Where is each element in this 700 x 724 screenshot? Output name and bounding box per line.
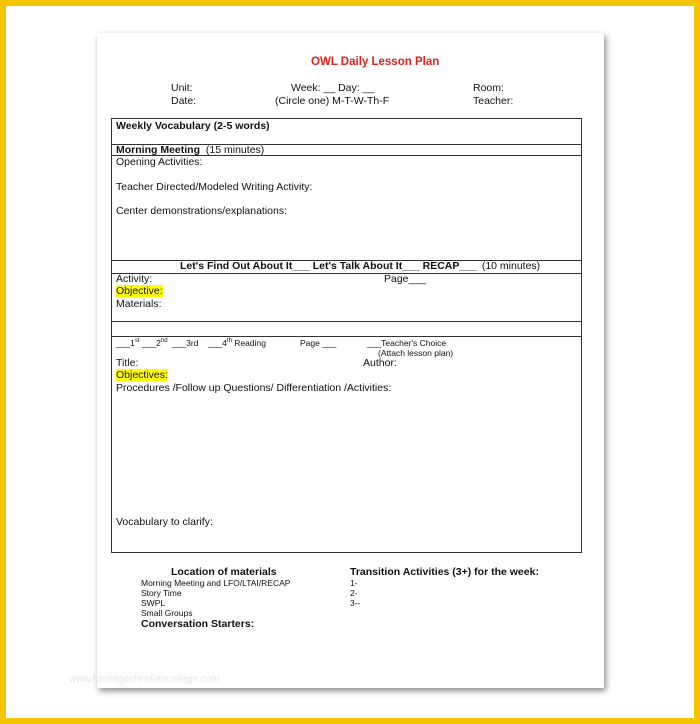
morning-meeting-label: Morning Meeting xyxy=(116,144,200,156)
transition-heading: Transition Activities (3+) for the week: xyxy=(350,566,539,578)
transition-item: 3-- xyxy=(350,598,361,608)
reading-2nd: ___2nd xyxy=(142,338,168,348)
procedures-field: Procedures /Follow up Questions/ Differentiation /Activities: xyxy=(116,382,392,394)
find-out-label: Let's Find Out About It___ Let's Talk About It___ RECAP___ xyxy=(180,260,477,272)
row-divider xyxy=(112,321,581,322)
location-heading: Location of materials xyxy=(171,566,277,578)
reading-1st: ___1st xyxy=(116,338,140,348)
morning-meeting-duration: (15 minutes) xyxy=(205,144,265,156)
opening-activities: Opening Activities: xyxy=(116,156,203,168)
reading-3rd: ___3rd xyxy=(172,338,199,348)
teachers-choice: ___Teacher's Choice xyxy=(367,338,447,348)
lesson-plan-page xyxy=(69,33,604,688)
row-divider xyxy=(112,273,581,274)
transition-item: 1- xyxy=(350,578,358,588)
location-item: Morning Meeting and LFO/LTAI/RECAP xyxy=(141,578,291,588)
find-out-heading xyxy=(180,260,540,272)
vocab-heading: Weekly Vocabulary (2-5 words) xyxy=(116,120,270,132)
objectives-field: Objectives: xyxy=(116,369,168,381)
date-field: Date: xyxy=(171,95,197,107)
vocabulary-to-clarify: Vocabulary to clarify: xyxy=(116,516,213,528)
week-day-field: Week: __ Day: __ xyxy=(291,82,375,94)
room-field: Room: xyxy=(473,82,504,94)
find-out-page: Page___ xyxy=(384,273,427,285)
location-item: Story Time xyxy=(141,588,182,598)
location-item: SWPL xyxy=(141,598,166,608)
objective-field: Objective: xyxy=(116,285,163,297)
transition-item: 2- xyxy=(350,588,358,598)
title-field: Title: xyxy=(116,357,139,369)
lesson-table xyxy=(111,118,582,553)
reading-4th: ___4th Reading xyxy=(208,338,266,348)
watermark-text: www.heritagechristiancollege.com xyxy=(69,674,220,685)
morning-meeting-heading xyxy=(116,144,264,156)
location-item: Small Groups xyxy=(141,608,193,618)
activity-field: Activity: xyxy=(116,273,153,285)
teacher-directed-activity: Teacher Directed/Modeled Writing Activity: xyxy=(116,181,313,193)
attach-lesson-plan: (Attach lesson plan) xyxy=(378,348,454,358)
reading-page: Page ___ xyxy=(300,338,337,348)
find-out-duration: (10 minutes) xyxy=(481,260,541,272)
unit-field: Unit: xyxy=(171,82,193,94)
teacher-field: Teacher: xyxy=(473,95,514,107)
materials-field: Materials: xyxy=(116,298,162,310)
doc-title: OWL Daily Lesson Plan xyxy=(311,56,440,68)
circle-day-field: (Circle one) M-T-W-Th-F xyxy=(275,95,390,107)
conversation-starters: Conversation Starters: xyxy=(141,618,255,630)
row-divider xyxy=(112,336,581,337)
author-field: Author: xyxy=(363,357,397,369)
center-demonstrations: Center demonstrations/explanations: xyxy=(116,205,288,217)
